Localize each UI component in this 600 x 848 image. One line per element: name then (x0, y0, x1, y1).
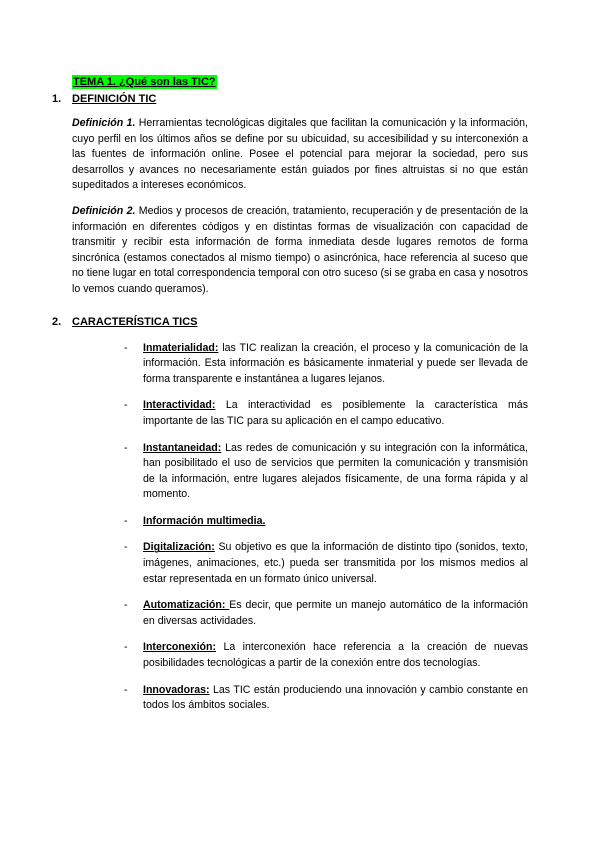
characteristic-text: Las redes de comunicación y su integración con la informática, han posibilitado el uso de servicios que permiten la comunicación y transmisión de la información, entre lugares alejados físicamente, de una forma rápida y al momento. (143, 441, 528, 501)
characteristic-term: Interactividad: (143, 399, 216, 412)
characteristic-text: Las TIC están produciendo una innovación y cambio constante en todos los ámbitos sociales. (143, 683, 528, 712)
section-heading-2 (52, 315, 528, 329)
list-item (124, 441, 528, 503)
section-number: 1. (52, 93, 62, 105)
list-item (124, 640, 528, 671)
characteristic-text: las TIC realizan la creación, el proceso y la comunicación de la información. Esta información es básicamente inmaterial y puede ser llevada de forma transparente e instantánea a lugares lejanos. (143, 341, 528, 385)
characteristic-term: Instantaneidad: (143, 441, 222, 454)
bullet-dash: - (124, 641, 128, 654)
characteristic-text: La interactividad es posiblemente la característica más importante de las TIC para su aplicación en el campo educativo. (143, 399, 528, 427)
list-item (124, 540, 528, 587)
bullet-dash: - (124, 541, 128, 554)
topic-title: TEMA 1. ¿Qué son las TIC? (73, 76, 216, 88)
list-item (124, 341, 528, 388)
characteristic-term: Digitalización: (143, 541, 215, 554)
definition-label: Definición 2. (72, 204, 136, 217)
characteristic-term: Interconexión: (143, 641, 216, 654)
characteristic-text: La interconexión hace referencia a la creación de nuevas posibilidades tecnológicas a partir de la conexión entre dos tecnologías. (143, 641, 528, 670)
characteristic-term: Información multimedia. (143, 514, 266, 527)
bullet-dash: - (124, 341, 128, 354)
characteristic-text: Su objetivo es que la información de distinto tipo (sonidos, texto, imágenes, animaciones, etc.) pueda ser transmitida por los mismos medios al estar representada en un formato único universal. (143, 541, 528, 585)
definition-label: Definición 1. (72, 117, 136, 129)
bullet-dash: - (124, 683, 128, 696)
section-number: 2. (52, 315, 62, 328)
section-heading-1 (52, 92, 528, 106)
list-item (124, 514, 528, 530)
section-title: CARACTERÍSTICA TICS (72, 315, 198, 328)
definition-1 (72, 116, 528, 194)
list-item (124, 683, 528, 714)
list-item (124, 398, 528, 429)
bullet-dash: - (124, 399, 128, 412)
characteristics-list (72, 341, 528, 714)
section-title: DEFINICIÓN TIC (72, 93, 157, 105)
definition-text: Medios y procesos de creación, tratamiento, recuperación y de presentación de la información en diferentes códigos y en distintas formas de visualización con capacidad de transmitir y recibir esta información de forma inmediata desde lugares remotos de forma sincrónica (estamos conectados al mismo tiempo) o asincrónica, hace referencia al suceso que no tiene lugar en total correspondencia temporal con otro suceso (si se graba en casa y nosotros lo vemos cuando queramos). (72, 204, 529, 295)
definition-2 (72, 204, 528, 298)
characteristic-term: Innovadoras: (143, 683, 210, 696)
bullet-dash: - (124, 441, 128, 454)
bullet-dash: - (124, 599, 128, 612)
bullet-dash: - (124, 514, 128, 527)
characteristic-text: Es decir, que permite un manejo automático de la información en diversas actividades. (143, 599, 528, 627)
list-item (124, 598, 528, 629)
characteristic-term: Inmaterialidad: (143, 341, 219, 354)
characteristic-term: Automatización: (143, 599, 230, 612)
definition-text: Herramientas tecnológicas digitales que facilitan la comunicación y la información, cuyo perfil en los últimos años se define por su ubicuidad, su accesibilidad y su interconexión a las fuentes de información online. Posee el potencial para mejorar la sociedad, pero sus desarrollos y avances no necesariamente están guiados por fines altruistas si no que están supeditados a intereses económicos. (72, 117, 529, 192)
